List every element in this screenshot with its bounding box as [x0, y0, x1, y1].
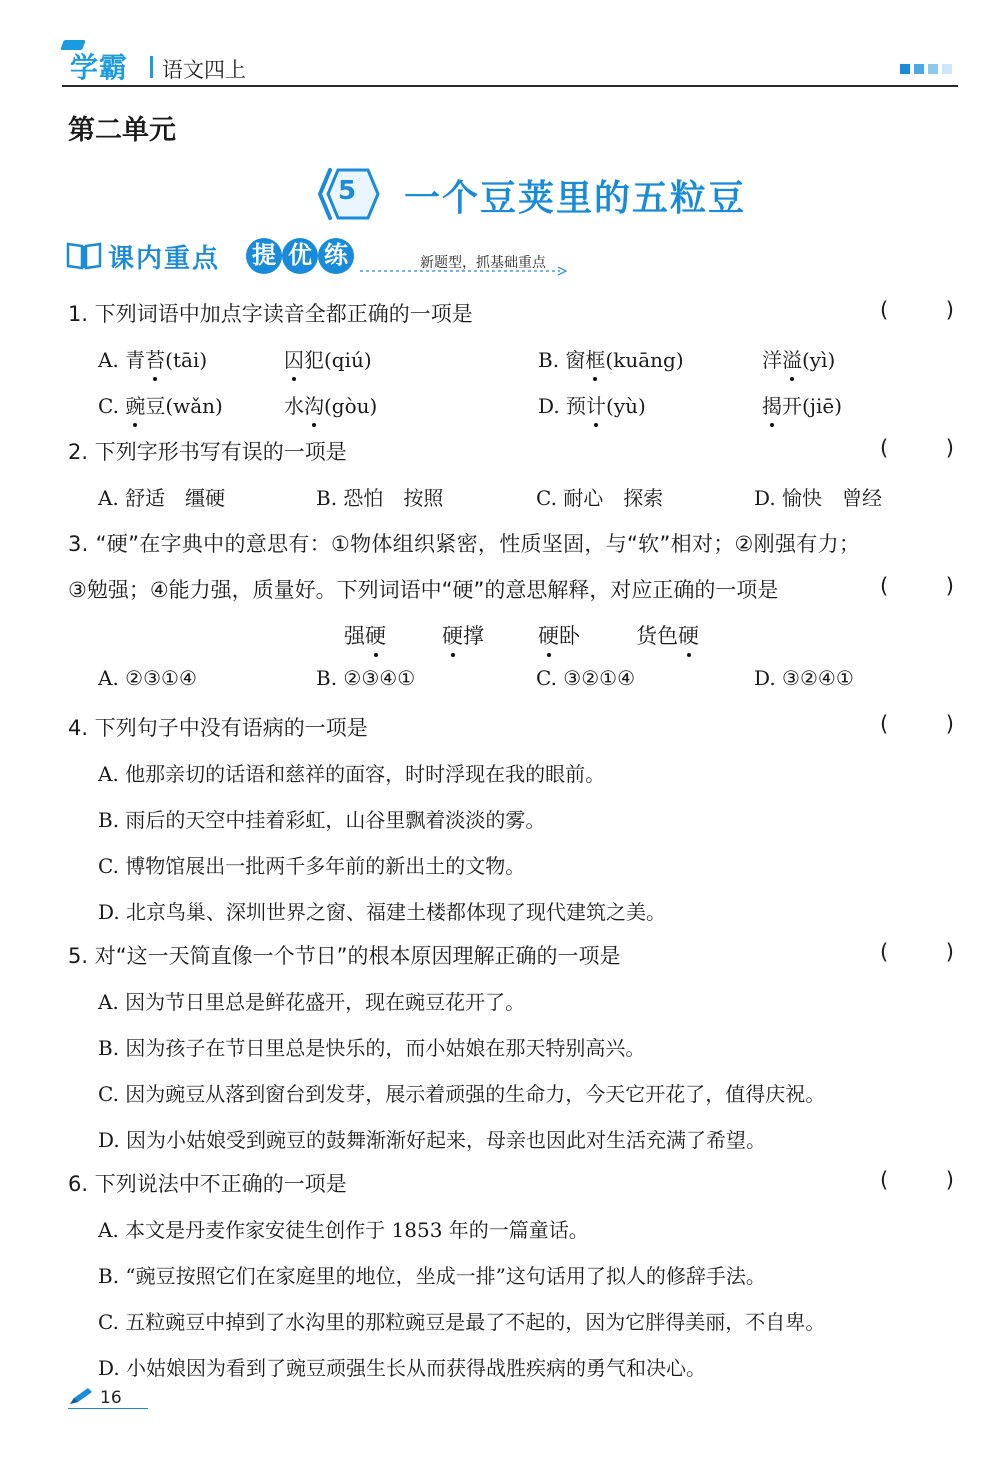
word-text: 豆: [145, 394, 166, 418]
paren-left: (: [880, 940, 889, 964]
paren-left: (: [880, 574, 889, 598]
q1-option-c2: [284, 390, 377, 419]
pinyin: (tāi): [165, 348, 208, 372]
page-header: [0, 0, 1000, 100]
answer-blank[interactable]: [880, 1168, 954, 1192]
q1-option-b: [538, 344, 684, 373]
q5-option-b: B. 因为孩子在节日里总是快乐的，而小姑娘在那天特别高兴。: [98, 1036, 646, 1060]
answer-blank[interactable]: [880, 712, 954, 736]
word-text: 货色: [636, 624, 678, 648]
option-label: A.: [98, 348, 119, 372]
paren-right: ): [945, 1168, 954, 1192]
paren-left: (: [880, 712, 889, 736]
pencil-icon: [68, 1386, 96, 1406]
q2-option-d: D. 愉快 曾经: [754, 486, 883, 510]
q1-option-d: [538, 390, 646, 419]
option-label: C.: [98, 394, 119, 418]
header-square-icon: [914, 64, 924, 74]
q3-word: [636, 620, 699, 650]
question-3-stem-line2: ③勉强；④能力强，质量好。下列词语中“硬”的意思解释，对应正确的一项是: [68, 578, 779, 602]
pinyin: (wǎn): [165, 394, 223, 418]
word-text: 青: [125, 348, 146, 372]
paren-right: ): [945, 712, 954, 736]
pinyin: (kuāng): [605, 348, 684, 372]
brand-separator: [150, 56, 153, 78]
word-text: 洋: [762, 348, 782, 372]
paren-right: ): [945, 940, 954, 964]
q2-option-a: A. 舒适 缰硬: [98, 486, 226, 510]
header-square-icon: [928, 64, 938, 74]
q5-option-a: A. 因为节日里总是鲜花盛开，现在豌豆花开了。: [98, 990, 526, 1014]
pinyin: (qiú): [324, 348, 372, 372]
dotted-char: 框: [585, 348, 606, 372]
q1-option-b2: [762, 344, 835, 373]
q4-option-d: D. 北京鸟巢、深圳世界之窗、福建土楼都体现了现代建筑之美。: [98, 900, 667, 924]
word-text: 卧: [559, 624, 580, 648]
section-subtitle: 新题型，抓基础重点: [420, 255, 546, 271]
q3-option-a: A. ②③①④: [98, 666, 197, 690]
answer-blank[interactable]: [880, 940, 954, 964]
pinyin: (jiē): [802, 394, 843, 418]
lesson-number: 5: [337, 176, 357, 206]
q1-option-c: [98, 390, 223, 419]
q6-option-a: A. 本文是丹麦作家安徒生创作于 1853 年的一篇童话。: [98, 1218, 589, 1242]
question-1-stem: 1. 下列词语中加点字读音全都正确的一项是: [68, 302, 473, 326]
paren-right: ): [945, 574, 954, 598]
q2-option-b: B. 恐怕 按照: [316, 486, 444, 510]
q3-option-d: D. ③②④①: [754, 666, 854, 690]
question-6-stem: 6. 下列说法中不正确的一项是: [68, 1172, 347, 1196]
open-book-icon: [66, 240, 102, 270]
option-label: B.: [538, 348, 560, 372]
paren-left: (: [880, 1168, 889, 1192]
header-divider: [62, 85, 958, 87]
section-pill: 练: [318, 238, 354, 274]
section-pill: 提: [246, 238, 282, 274]
q6-option-c: C. 五粒豌豆中掉到了水沟里的那粒豌豆是最了不起的，因为它胖得美丽，不自卑。: [98, 1310, 826, 1334]
word-text: 撑: [463, 624, 484, 648]
word-text: 窗: [565, 348, 586, 372]
q1-option-a: [98, 344, 207, 373]
page-number: 16: [100, 1388, 122, 1408]
section-title: 课内重点: [108, 244, 221, 274]
dotted-char: 硬: [678, 624, 699, 648]
dotted-char: 溢: [782, 348, 802, 372]
answer-blank[interactable]: [880, 574, 954, 598]
dotted-char: 揭: [762, 394, 782, 418]
q2-option-c: C. 耐心 探索: [536, 486, 664, 510]
header-square-icon: [900, 64, 910, 74]
word-text: 强: [344, 624, 365, 648]
dotted-char: 囚: [284, 348, 304, 372]
paren-right: ): [945, 298, 954, 322]
section-pill: 优: [282, 238, 318, 274]
dotted-char: 硬: [365, 624, 386, 648]
pinyin: (gòu): [324, 394, 378, 418]
dotted-char: 苔: [145, 348, 166, 372]
pinyin: (yì): [802, 348, 836, 372]
word-text: 水: [284, 394, 304, 418]
paren-left: (: [880, 298, 889, 322]
dotted-char: 硬: [442, 624, 463, 648]
q3-option-b: B. ②③④①: [316, 666, 416, 690]
q4-option-a: A. 他那亲切的话语和慈祥的面容，时时浮现在我的眼前。: [98, 762, 606, 786]
dotted-char: 硬: [538, 624, 559, 648]
paren-right: ): [945, 436, 954, 460]
q3-word: [442, 620, 484, 650]
answer-blank[interactable]: [880, 298, 954, 322]
arrow-icon: [360, 266, 570, 276]
unit-title: 第二单元: [68, 115, 176, 146]
question-3-stem-line1: 3. “硬”在字典中的意思有：①物体组织紧密，性质坚固，与“软”相对；②刚强有力；: [68, 532, 861, 556]
paren-left: (: [880, 436, 889, 460]
pinyin: (yù): [606, 394, 646, 418]
q3-word: [344, 620, 386, 650]
q3-option-c: C. ③②①④: [536, 666, 636, 690]
footer-divider: [68, 1408, 148, 1409]
dotted-char: 豌: [125, 394, 146, 418]
q6-option-d: D. 小姑娘因为看到了豌豆顽强生长从而获得战胜疾病的勇气和决心。: [98, 1356, 707, 1380]
option-label: D.: [538, 394, 560, 418]
q6-option-b: B. “豌豆按照它们在家庭里的地位，坐成一排”这句话用了拟人的修辞手法。: [98, 1264, 766, 1288]
word-text: 预: [566, 394, 587, 418]
q5-option-c: C. 因为豌豆从落到窗台到发芽，展示着顽强的生命力，今天它开花了，值得庆祝。: [98, 1082, 826, 1106]
answer-blank[interactable]: [880, 436, 954, 460]
q1-option-d2: [762, 390, 842, 419]
q4-option-b: B. 雨后的天空中挂着彩虹，山谷里飘着淡淡的雾。: [98, 808, 546, 832]
header-square-icon: [942, 64, 952, 74]
word-text: 开: [782, 394, 802, 418]
book-title: 语文四上: [162, 58, 246, 82]
question-4-stem: 4. 下列句子中没有语病的一项是: [68, 716, 368, 740]
brand-logo: 学霸: [70, 51, 129, 84]
q4-option-c: C. 博物馆展出一批两千多年前的新出土的文物。: [98, 854, 526, 878]
q3-word: [538, 620, 580, 650]
dotted-char: 沟: [304, 394, 324, 418]
q1-option-a2: [284, 344, 372, 373]
question-2-stem: 2. 下列字形书写有误的一项是: [68, 440, 347, 464]
lesson-title: 一个豆荚里的五粒豆: [404, 178, 747, 219]
word-text: 犯: [304, 348, 324, 372]
dotted-char: 计: [586, 394, 607, 418]
q5-option-d: D. 因为小姑娘受到豌豆的鼓舞渐渐好起来，母亲也因此对生活充满了希望。: [98, 1128, 767, 1152]
question-5-stem: 5. 对“这一天简直像一个节日”的根本原因理解正确的一项是: [68, 944, 621, 968]
